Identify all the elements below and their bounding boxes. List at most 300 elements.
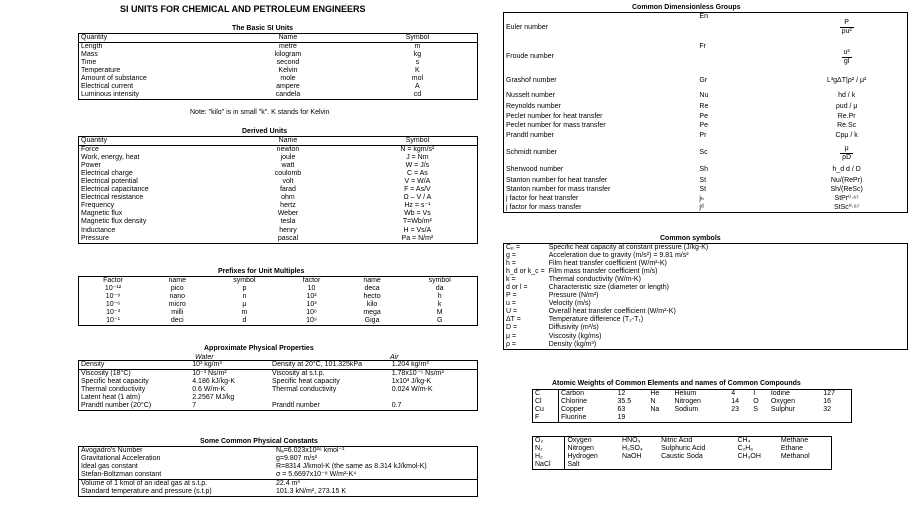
- table-cell: F = As/V: [404, 186, 431, 194]
- dimensionless-name: Prandtl number: [506, 132, 554, 140]
- table-row: [504, 341, 908, 350]
- basic-units-title: The Basic SI Units: [232, 25, 294, 32]
- table-cell: newton: [218, 146, 358, 155]
- table-row: [79, 378, 478, 386]
- table-cell: factor: [302, 277, 321, 284]
- table-cell: [779, 461, 832, 470]
- table-cell: Standard temperature and pressure (s.t.p): [81, 488, 212, 496]
- symbol-description: Acceleration due to gravity (m/s²) = 9.81 m/s²: [548, 252, 689, 260]
- dimensionless-name: Stanton number for mass transfer: [506, 185, 611, 193]
- table-cell: 4: [731, 390, 736, 397]
- table-row: [79, 370, 478, 379]
- table-row: [79, 386, 478, 394]
- table-cell: da: [435, 285, 444, 293]
- table-cell: second: [276, 59, 300, 67]
- table-cell: Wb = Vs: [404, 210, 431, 218]
- dimensionless-symbol: Sh: [699, 166, 708, 174]
- dimensionless-row: [504, 143, 908, 165]
- dimensionless-expression: Nu/(RePr): [830, 176, 863, 184]
- table-cell: Amount of substance: [81, 75, 147, 83]
- table-cell: 0.6 W/m-K: [192, 386, 226, 394]
- table-cell: K: [415, 67, 420, 75]
- table-cell: candela: [275, 91, 301, 99]
- table-cell: [769, 414, 821, 423]
- table-cell: name: [168, 277, 187, 284]
- table-cell: C₂H₆: [737, 445, 754, 453]
- table-cell: CH₃OH: [737, 453, 761, 461]
- table-row: [504, 300, 908, 308]
- table-cell: 2.2567 MJ/kg: [192, 394, 235, 402]
- symbol-description: Characteristic size (diameter or length): [548, 284, 669, 292]
- symbol-key: h_d or k_c =: [506, 268, 545, 276]
- table-row: [79, 227, 478, 235]
- dimensionless-row: [504, 13, 908, 43]
- table-cell: Pressure: [81, 234, 110, 242]
- symbol-description: Specific heat capacity at constant pressure (J/kg-K): [548, 244, 709, 251]
- table-cell: N: [650, 398, 656, 406]
- table-row: [79, 178, 478, 186]
- table-cell: 7: [192, 402, 197, 410]
- table-cell: symbol: [233, 277, 256, 284]
- table-cell: 10²: [306, 293, 317, 301]
- symbol-key: h =: [506, 260, 516, 268]
- table-cell: henry: [279, 226, 297, 234]
- dimensionless-name: Sherwood number: [506, 166, 564, 174]
- table-cell: Length: [79, 43, 219, 52]
- table-cell: Factor: [103, 277, 123, 284]
- table-cell: M: [436, 309, 443, 317]
- table-cell: mega: [363, 309, 381, 317]
- dimensionless-name: Grashof number: [506, 77, 557, 85]
- table-cell: s: [415, 59, 420, 67]
- symbol-description: Velocity (m/s): [548, 300, 591, 308]
- symbol-description: Overall heat transfer coefficient (W/m²-K): [548, 308, 676, 316]
- table-cell: Sulphuric Acid: [661, 445, 706, 453]
- table-cell: volt: [282, 178, 294, 186]
- basic-units-note: Note: "kilo" is in small "k". K stands for Kelvin: [190, 109, 330, 116]
- table-cell: [620, 461, 659, 470]
- table-cell: hertz: [280, 202, 296, 210]
- table-cell: deca: [364, 285, 380, 293]
- dimensionless-row: [504, 102, 908, 113]
- table-cell: [751, 414, 769, 423]
- symbol-description: Temperature difference (T₂-T₁): [548, 316, 644, 324]
- symbol-description: Pressure (N/m²): [548, 292, 599, 300]
- table-cell: Copper: [559, 406, 616, 414]
- table-row: [79, 235, 478, 244]
- table-cell: 10⁻⁶: [105, 301, 121, 309]
- atomic-title: Atomic Weights of Common Elements and names of Common Compounds: [552, 380, 801, 387]
- dimensionless-expression: Re.Sc: [837, 121, 857, 129]
- table-header-row: [79, 137, 478, 146]
- table-cell: T=Wb/m²: [402, 218, 432, 226]
- table-cell: Electrical current: [81, 83, 134, 91]
- table-cell: watt: [281, 162, 295, 170]
- table-cell: k: [437, 301, 442, 309]
- table-cell: Inductance: [81, 226, 116, 234]
- table-cell: Force: [79, 146, 219, 155]
- dimensionless-symbol: jᵈ: [699, 203, 704, 211]
- table-cell: Name: [278, 34, 298, 41]
- table-cell: [821, 414, 851, 423]
- dimensionless-row: [504, 195, 908, 204]
- table-cell: σ = 5.6697x10⁻⁸ W/m²-K⁴: [276, 471, 357, 479]
- table-cell: Iodine: [770, 390, 790, 397]
- dimensionless-name: Peclet number for mass transfer: [506, 121, 606, 129]
- table-cell: Latent heat (1 atm): [81, 394, 141, 402]
- table-cell: deci: [170, 317, 184, 325]
- dimensionless-symbol: St: [699, 176, 707, 184]
- table-row: [504, 284, 908, 292]
- symbol-description: Film heat transfer coefficient (W/m²-K): [548, 260, 667, 268]
- dimensionless-title: Common Dimensionless Groups: [632, 4, 741, 11]
- table-cell: Magnetic flux: [81, 210, 123, 218]
- table-row: [79, 91, 478, 100]
- table-cell: Nₐ=6.023x10²⁶ kmol⁻¹: [276, 447, 345, 454]
- table-cell: cd: [413, 91, 422, 99]
- table-cell: Temperature: [81, 67, 121, 75]
- table-cell: h: [437, 293, 442, 301]
- table-cell: H₂SO₄: [622, 445, 643, 453]
- table-row: [533, 437, 832, 446]
- table-cell: Helium: [674, 390, 697, 397]
- table-cell: Methanol: [780, 453, 810, 461]
- table-cell: mole: [280, 75, 296, 83]
- dimensionless-row: [504, 91, 908, 102]
- table-cell: [648, 414, 672, 423]
- table-cell: Methane: [780, 437, 809, 444]
- table-row: [533, 414, 852, 423]
- table-cell: 10⁻¹: [106, 317, 120, 325]
- table-cell: micro: [168, 301, 186, 309]
- table-cell: W = J/s: [405, 162, 430, 170]
- table-cell: N = kgm/s²: [358, 146, 478, 155]
- table-cell: G: [436, 317, 443, 325]
- table-cell: Symbol: [405, 137, 430, 144]
- table-cell: Work, energy, heat: [81, 154, 140, 162]
- table-cell: Ideal gas constant: [81, 463, 138, 471]
- table-cell: Power: [81, 162, 101, 170]
- table-row: [79, 471, 478, 480]
- dimensionless-row: [504, 165, 908, 177]
- table-cell: Magnetic flux density: [81, 218, 147, 226]
- dimensionless-expression: hd / k: [838, 91, 856, 99]
- table-cell: 4.186 kJ/kg-K: [192, 378, 236, 386]
- table-cell: 10⁶: [306, 309, 317, 317]
- table-cell: Ethane: [780, 445, 804, 453]
- table-row: [79, 293, 478, 301]
- table-row: [79, 186, 478, 194]
- physical-properties-table: [78, 360, 478, 411]
- dimensionless-symbol: jₕ: [699, 194, 704, 202]
- air-label: Air: [390, 354, 399, 361]
- page-title: SI UNITS FOR CHEMICAL AND PETROLEUM ENGINEERS: [120, 4, 366, 14]
- table-cell: 63: [617, 406, 626, 414]
- dimensionless-row: [504, 131, 908, 143]
- table-row: [504, 316, 908, 324]
- table-cell: CH₄: [737, 437, 751, 444]
- table-row: [79, 51, 478, 59]
- table-cell: Sulphur: [770, 406, 795, 414]
- table-cell: I: [753, 390, 756, 397]
- table-cell: Kelvin: [278, 67, 298, 75]
- table-row: [79, 43, 478, 52]
- table-cell: d: [242, 317, 247, 325]
- table-row: [533, 453, 832, 461]
- symbol-key: U =: [506, 308, 518, 316]
- table-row: [504, 260, 908, 268]
- table-cell: pico: [170, 285, 184, 293]
- table-cell: Caustic Soda: [661, 453, 703, 461]
- table-cell: Nitrogen: [565, 445, 620, 453]
- symbol-description: Diffusivity (m²/s): [548, 324, 599, 332]
- dimensionless-expression: StPr⁰·⁶⁷: [834, 194, 859, 202]
- table-cell: joule: [280, 154, 296, 162]
- dimensionless-symbol: Pe: [699, 112, 708, 120]
- prefixes-title: Prefixes for Unit Multiples: [218, 268, 305, 275]
- table-cell: C: [535, 390, 541, 397]
- table-cell: 22.4 m³: [274, 480, 478, 489]
- table-cell: R=8314 J/kmol-K (the same as 8.314 kJ/kmol-K): [276, 463, 427, 471]
- table-cell: Sodium: [674, 406, 699, 414]
- fraction: [840, 145, 853, 162]
- table-cell: 1.204 kg/m³: [391, 361, 429, 368]
- table-cell: n: [242, 293, 247, 301]
- symbol-key: ΔT =: [506, 316, 521, 324]
- table-cell: 10⁻¹²: [104, 285, 122, 293]
- table-cell: Thermal conductivity: [81, 386, 146, 394]
- table-cell: Prandtl number (20°C): [81, 402, 152, 410]
- table-cell: F: [535, 414, 540, 422]
- dimensionless-expression: h_d d / D: [832, 166, 861, 174]
- table-cell: Hydrogen: [565, 453, 620, 461]
- table-cell: hecto: [363, 293, 381, 301]
- table-cell: Viscosity (18°C): [79, 370, 191, 379]
- table-cell: Pa = N/m²: [401, 234, 434, 242]
- table-cell: nano: [169, 293, 186, 301]
- table-cell: Cu: [535, 406, 544, 414]
- table-cell: H = Vs/A: [403, 226, 432, 234]
- dimensionless-name: j factor for heat transfer: [506, 194, 579, 202]
- table-cell: [735, 461, 778, 470]
- table-cell: Specific heat capacity: [81, 378, 149, 386]
- table-cell: 10³: [306, 301, 317, 309]
- table-cell: Cl: [535, 398, 542, 406]
- table-cell: [270, 394, 390, 402]
- table-cell: milli: [171, 309, 184, 317]
- table-row: [79, 218, 478, 226]
- table-row: [504, 333, 908, 341]
- dimensionless-name: Froude number: [506, 53, 554, 61]
- dimensionless-symbol: Re: [699, 102, 709, 110]
- compounds-table: [532, 436, 832, 470]
- table-cell: [729, 414, 751, 423]
- table-cell: 32: [823, 406, 832, 414]
- dimensionless-row: [504, 204, 908, 213]
- table-header-row: [79, 277, 478, 286]
- table-cell: J = Nm: [406, 154, 429, 162]
- symbol-description: Film mass transfer coefficient (m/s): [548, 268, 658, 276]
- table-row: [79, 202, 478, 210]
- table-cell: 19: [617, 414, 626, 422]
- dimensionless-row: [504, 177, 908, 186]
- symbols-title: Common symbols: [660, 235, 721, 242]
- fraction: [842, 49, 852, 66]
- table-cell: ohm: [281, 194, 295, 202]
- table-cell: kilo: [366, 301, 378, 309]
- dimensionless-expression: StSc⁰·⁶⁷: [833, 203, 860, 211]
- table-cell: m: [358, 43, 478, 52]
- table-cell: Thermal conductivity: [272, 386, 337, 394]
- table-cell: 10⁻³ Ns/m²: [190, 370, 270, 379]
- symbol-key: d or l =: [506, 284, 528, 292]
- table-cell: 35.5: [617, 398, 632, 406]
- table-cell: 12: [617, 390, 626, 397]
- table-row: [504, 268, 908, 276]
- dimensionless-expression: Sh/(ReSc): [830, 185, 863, 193]
- table-row: [504, 252, 908, 260]
- symbol-key: g =: [506, 252, 516, 260]
- table-row: [533, 406, 852, 414]
- symbol-key: k =: [506, 276, 516, 284]
- table-row: [79, 162, 478, 170]
- table-cell: symbol: [428, 277, 451, 284]
- fraction-denominator: ρD: [842, 154, 852, 161]
- table-cell: C = As: [406, 170, 428, 178]
- table-row: [79, 463, 478, 471]
- constants-table: [78, 446, 478, 497]
- dimensionless-expression: Cpμ / k: [835, 132, 858, 140]
- table-cell: Mass: [81, 51, 98, 59]
- dimensionless-name: Peclet number for heat transfer: [506, 112, 603, 120]
- table-cell: Oxygen: [770, 398, 795, 406]
- table-cell: Ω – V / A: [403, 194, 432, 202]
- dimensionless-symbol: En: [699, 13, 708, 20]
- table-cell: Fluorine: [559, 414, 616, 423]
- symbol-key: u =: [506, 300, 516, 308]
- table-cell: p: [242, 285, 247, 293]
- dimensionless-table: [503, 12, 908, 213]
- table-row: [504, 276, 908, 284]
- symbols-table: [503, 243, 908, 350]
- table-cell: Gravitational Acceleration: [81, 455, 161, 463]
- table-cell: Electrical charge: [81, 170, 133, 178]
- table-cell: Hz = s⁻¹: [404, 202, 431, 210]
- table-row: [504, 244, 908, 253]
- table-cell: kg: [413, 51, 422, 59]
- table-cell: Volume of 1 kmol of an ideal gas at s.t.p.: [79, 480, 275, 489]
- dimensionless-expression: L³gΔT|ρ² / μ²: [826, 77, 867, 85]
- table-cell: Symbol: [405, 34, 430, 41]
- dimensionless-name: Stanton number for heat transfer: [506, 176, 608, 184]
- derived-units-table: [78, 136, 478, 244]
- dimensionless-symbol: St: [699, 185, 707, 193]
- table-cell: Electrical potential: [81, 178, 138, 186]
- dimensionless-row: [504, 43, 908, 73]
- fraction-denominator: ρu²: [841, 28, 852, 36]
- table-row: [533, 461, 832, 470]
- table-row: [79, 455, 478, 463]
- table-cell: 23: [731, 406, 740, 414]
- dimensionless-expression: [786, 13, 907, 43]
- table-cell: He: [650, 390, 660, 397]
- table-cell: O: [753, 398, 759, 406]
- table-row: [79, 83, 478, 91]
- table-cell: m: [241, 309, 248, 317]
- table-cell: S: [753, 406, 758, 414]
- table-cell: Quantity: [81, 34, 108, 41]
- table-row: [79, 210, 478, 218]
- fraction-numerator: u²: [842, 49, 852, 58]
- symbol-key: Cₚ =: [506, 244, 521, 251]
- table-cell: Luminous intensity: [81, 91, 139, 99]
- dimensionless-expression: ρud / μ: [835, 102, 858, 110]
- table-cell: NaOH: [622, 453, 642, 461]
- table-row: [79, 361, 478, 370]
- table-row: [79, 309, 478, 317]
- table-row: [79, 170, 478, 178]
- dimensionless-name: Schmidt number: [506, 149, 557, 157]
- dimensionless-name: Nusselt number: [506, 91, 556, 99]
- table-cell: Electrical resistance: [81, 194, 144, 202]
- table-cell: 101.3 kN/m², 273.15 K: [276, 488, 347, 496]
- symbol-description: Density (kg/m³): [548, 340, 597, 348]
- symbol-key: D =: [506, 324, 518, 332]
- table-cell: Viscosity at s.t.p.: [270, 370, 390, 379]
- dimensionless-expression: [786, 43, 907, 73]
- dimensionless-symbol: Pe: [699, 121, 708, 129]
- table-cell: 10⁻⁹: [105, 293, 121, 301]
- dimensionless-row: [504, 186, 908, 195]
- table-row: [79, 402, 478, 411]
- table-cell: Time: [81, 59, 97, 67]
- table-cell: 10: [307, 285, 316, 293]
- prefixes-table: [78, 276, 478, 326]
- table-row: [79, 146, 478, 155]
- table-cell: coulomb: [274, 170, 302, 178]
- table-cell: Oxygen: [565, 437, 620, 446]
- table-cell: kilogram: [274, 51, 302, 59]
- table-row: [79, 301, 478, 309]
- table-row: [79, 67, 478, 75]
- table-cell: 10⁻³: [106, 309, 120, 317]
- table-cell: N₂: [535, 445, 543, 453]
- table-cell: 0.7: [391, 402, 402, 410]
- table-row: [79, 194, 478, 202]
- table-cell: H₂: [535, 453, 543, 461]
- water-label: Water: [195, 354, 214, 361]
- dimensionless-row: [504, 73, 908, 91]
- table-cell: 1.78x10⁻⁵ Ns/m²: [390, 370, 478, 379]
- table-cell: 0.024 W/m-K: [391, 386, 433, 394]
- table-cell: g=9.807 m/s²: [276, 455, 318, 463]
- table-cell: 10³ kg/m³: [192, 361, 222, 368]
- physical-properties-title: Approximate Physical Properties: [204, 345, 314, 352]
- table-row: [504, 308, 908, 316]
- dimensionless-name: Reynolds number: [506, 102, 561, 110]
- table-cell: Avogadro's Number: [81, 447, 143, 454]
- table-cell: Giga: [364, 317, 380, 325]
- table-cell: 16: [823, 398, 832, 406]
- table-row: [79, 488, 478, 497]
- table-cell: HNO₃: [622, 437, 641, 444]
- constants-title: Some Common Physical Constants: [200, 438, 318, 445]
- table-cell: [390, 394, 478, 402]
- table-row: [79, 480, 478, 489]
- table-cell: 127: [823, 390, 835, 397]
- table-cell: metre: [218, 43, 358, 52]
- dimensionless-symbol: Pr: [699, 132, 707, 140]
